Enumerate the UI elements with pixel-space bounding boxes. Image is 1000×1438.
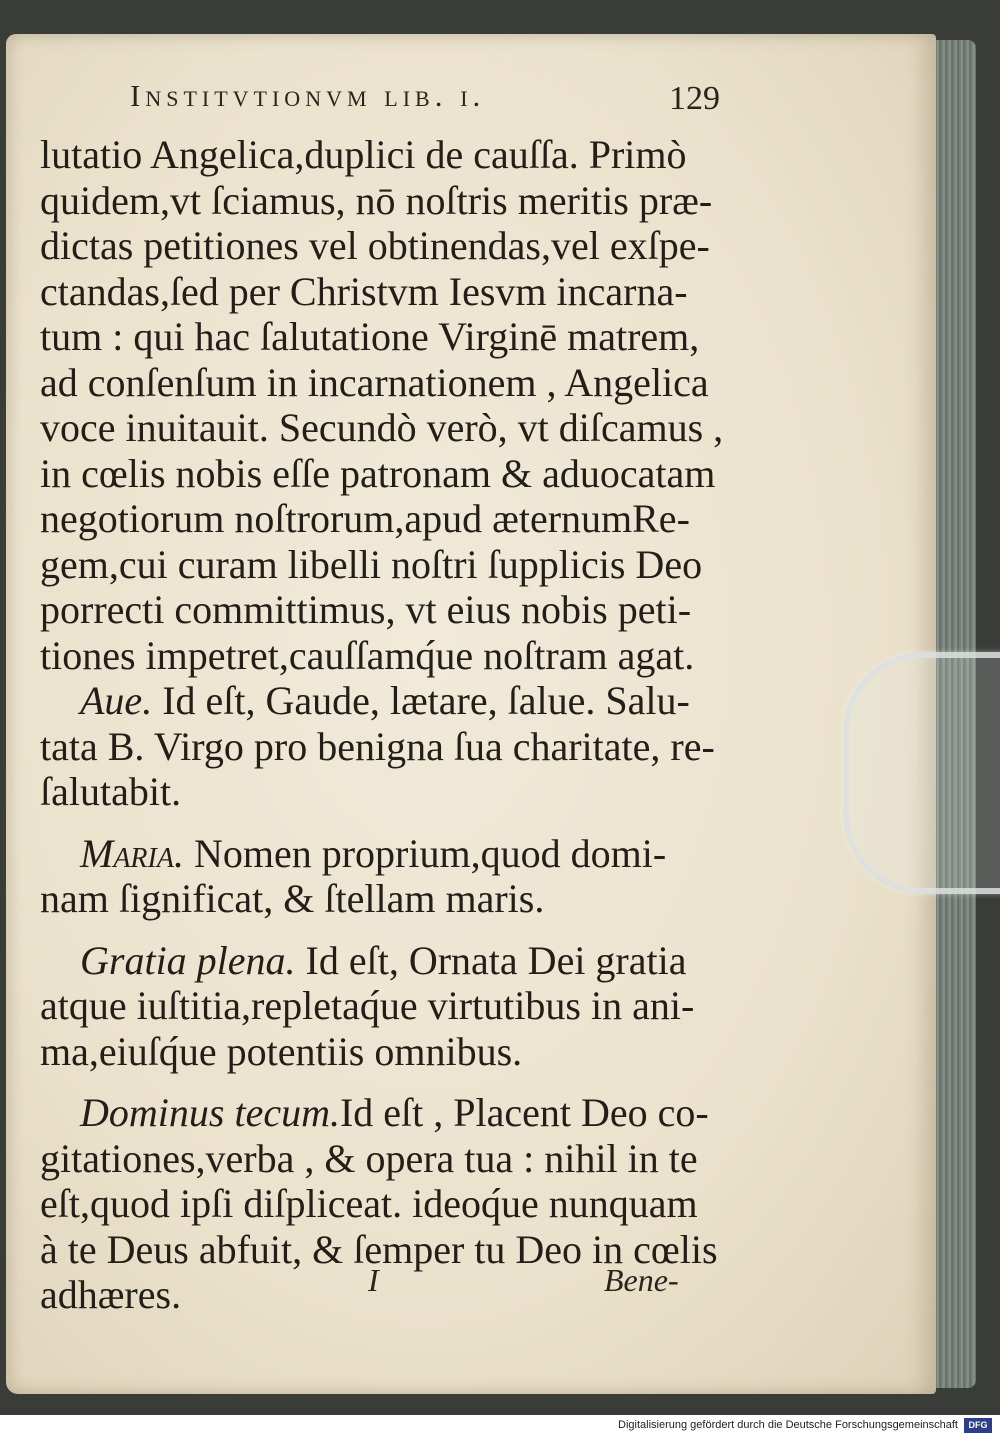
- lemma-gratia-plena: Gratia plena.: [80, 937, 296, 983]
- dfg-logo[interactable]: DFG: [964, 1418, 992, 1433]
- text-run: Nomen proprium,quod domi-: [183, 830, 667, 876]
- text-line: ma,eiuſq́ue potentiis omnibus.: [40, 1028, 523, 1074]
- text-line: eſt,quod ipſi diſpliceat. ideoq́ue nunquam: [40, 1181, 698, 1226]
- text-line: lutatio Angelica,duplici de cauſſa. Primò: [40, 132, 687, 177]
- text-line: gem,cui curam libelli noſtri ſupplicis Deo: [40, 541, 703, 587]
- text-line: voce inuitauit. Secundò verò, vt diſcamus ,: [40, 405, 724, 450]
- page-number: 129: [669, 80, 720, 117]
- digitization-footer: [0, 1415, 1000, 1438]
- text-line: ſalutabit.: [40, 769, 182, 814]
- running-title: Institvtionvm lib. i.: [130, 78, 486, 113]
- text-line: ad conſenſum in incarnationem , Angelica: [40, 359, 709, 405]
- text-line: à te Deus abfuit, & ſemper tu Deo in cœlis: [40, 1226, 718, 1272]
- text-line: [40, 831, 730, 877]
- text-line: quidem,vt ſciamus, nō noſtris meritis præ-: [40, 177, 713, 223]
- text-line: nam ſignificat, & ſtellam maris.: [40, 876, 545, 921]
- text-line: adhæres.: [40, 1272, 182, 1317]
- text-line: ctandas,ſed per Christvm Iesvm incarna-: [40, 268, 688, 314]
- paragraph-gap: [40, 1074, 730, 1090]
- text-line: tum : qui hac ſalutatione Virginē matrem,: [40, 314, 700, 359]
- text-line: dictas petitiones vel obtinendas,vel exſpe-: [40, 223, 710, 268]
- catchword: Bene-: [604, 1262, 679, 1298]
- page-header: [130, 74, 720, 124]
- footer-credit: Digitalisierung gefördert durch die Deutsche Forschungsgemeinschaft: [618, 1419, 958, 1431]
- paragraph-gap: [40, 815, 730, 831]
- text-run: Id eſt , Placent Deo co-: [339, 1090, 709, 1135]
- lemma-dominus-tecum: Dominus tecum.: [80, 1090, 340, 1135]
- paragraph-gap: [40, 922, 730, 938]
- text-line: [40, 1090, 730, 1136]
- text-line: in cœlis nobis eſſe patronam & aduocatam: [40, 450, 716, 496]
- text-run: Id eſt, Ornata Dei gratia: [295, 937, 687, 983]
- text-line: tata B. Virgo pro benigna ſua charitate, re-: [40, 723, 715, 769]
- text-line: [40, 678, 730, 724]
- text-line: atque iuſtitia,repletaq́ue virtutibus in ani-: [40, 983, 695, 1028]
- lemma-aue: Aue.: [80, 678, 153, 723]
- text-line: tiones impetret,cauſſamq́ue noſtram agat.: [40, 632, 695, 678]
- text-run: Id eſt, Gaude, lætare, ſalue. Salu-: [152, 678, 690, 723]
- body-text: [40, 132, 730, 1318]
- book-clip: [843, 652, 1000, 894]
- text-line: negotiorum noſtrorum,apud æternumRe-: [40, 496, 690, 541]
- signature-mark: I: [368, 1262, 379, 1298]
- text-line: [40, 938, 730, 984]
- lemma-maria: Maria.: [80, 830, 184, 876]
- text-line: gitationes,verba , & opera tua : nihil in te: [40, 1135, 698, 1181]
- text-line: porrecti committimus, vt eius nobis peti-: [40, 587, 692, 632]
